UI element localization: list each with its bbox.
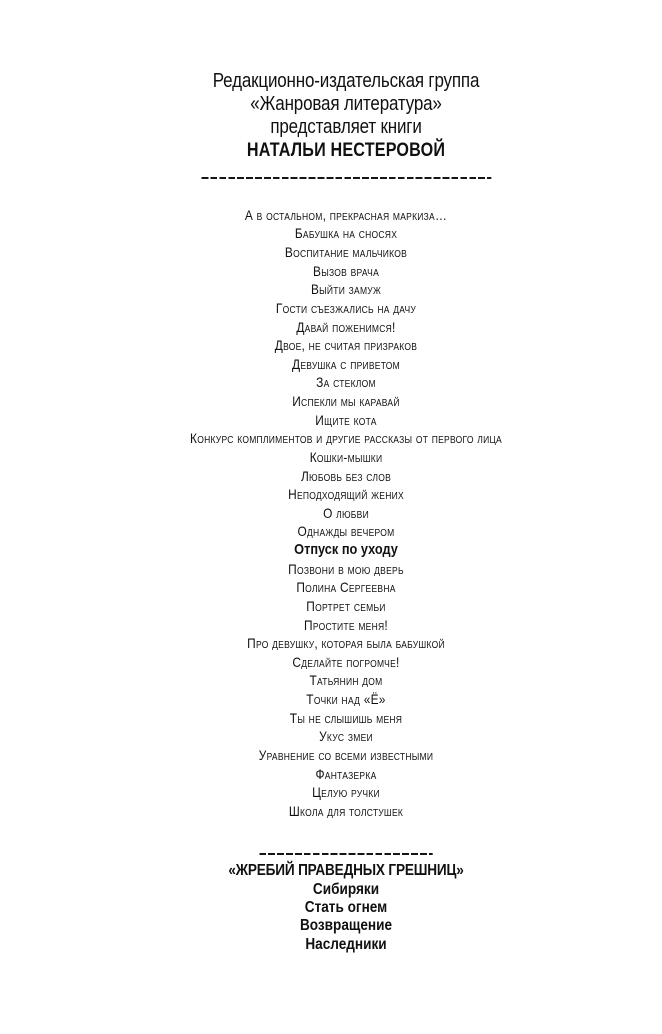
book-title: Давай поженимся! (296, 318, 396, 335)
publisher-presents-line: представляет книги (270, 116, 422, 138)
book-title: Испекли мы каравай (292, 393, 400, 410)
book-front-matter-page (77, 0, 614, 954)
divider-line-top (201, 177, 491, 179)
book-title: Ищите кота (315, 411, 377, 428)
publisher-group-line: Редакционно-издательская группа (212, 70, 480, 92)
book-title: О любви (323, 504, 369, 521)
book-title: Фантазерка (315, 765, 377, 782)
book-title: Целую ручки (312, 784, 380, 801)
book-title: Позвони в мою дверь (288, 560, 404, 577)
author-name: НАТАЛЬИ НЕСТЕРОВОЙ (246, 140, 446, 161)
book-title: За стеклом (316, 374, 376, 391)
book-title: Вызов врача (312, 262, 380, 279)
book-title: Выйти замуж (310, 281, 382, 298)
divider-line-bottom (259, 853, 432, 855)
book-title: Про девушку, которая была бабушкой (247, 635, 445, 652)
series-book-title: Возвращение (299, 917, 393, 935)
series-title: «ЖРЕБИЙ ПРАВЕДНЫХ ГРЕШНИЦ» (228, 862, 464, 880)
book-title: Сделайте погромче! (292, 653, 400, 670)
book-title-list (77, 206, 614, 821)
series-book-title: Наследники (305, 935, 387, 953)
book-title: Ты не слышишь меня (289, 709, 403, 726)
book-title: Полина Сергеевна (296, 579, 396, 596)
book-title: Отпуск по уходу (294, 541, 398, 559)
series-book-title: Стать огнем (304, 899, 388, 917)
book-title: Однажды вечером (297, 523, 395, 540)
book-title: Портрет семьи (306, 597, 386, 614)
book-title: Укус змеи (319, 728, 373, 745)
book-title: Кошки-мышки (309, 448, 383, 465)
series-book-list (77, 881, 614, 955)
book-title: Двое, не считая призраков (274, 337, 418, 354)
book-title: Школа для толстушек (288, 802, 404, 819)
book-title: Конкурс комплиментов и другие рассказы от первого лица (190, 430, 502, 447)
book-title: Татьянин дом (309, 672, 383, 689)
book-title: Любовь без слов (300, 467, 392, 484)
book-title: Простите меня! (304, 616, 388, 633)
publisher-header (77, 70, 614, 162)
book-title: Неподходящий жених (288, 486, 404, 503)
book-title: Гости съезжались на дачу (275, 299, 417, 316)
book-title: А в остальном, прекрасная маркиза… (244, 206, 448, 223)
book-title: Воспитание мальчиков (284, 244, 408, 261)
book-title: Уравнение со всеми известными (258, 746, 434, 763)
book-title: Девушка с приветом (291, 355, 401, 372)
publisher-imprint-line: «Жанровая литература» (250, 93, 442, 115)
series-book-title: Сибиряки (312, 880, 380, 898)
book-title: Бабушка на сносях (294, 225, 398, 242)
book-title: Точки над «Ё» (306, 691, 386, 708)
series-block (77, 862, 614, 954)
